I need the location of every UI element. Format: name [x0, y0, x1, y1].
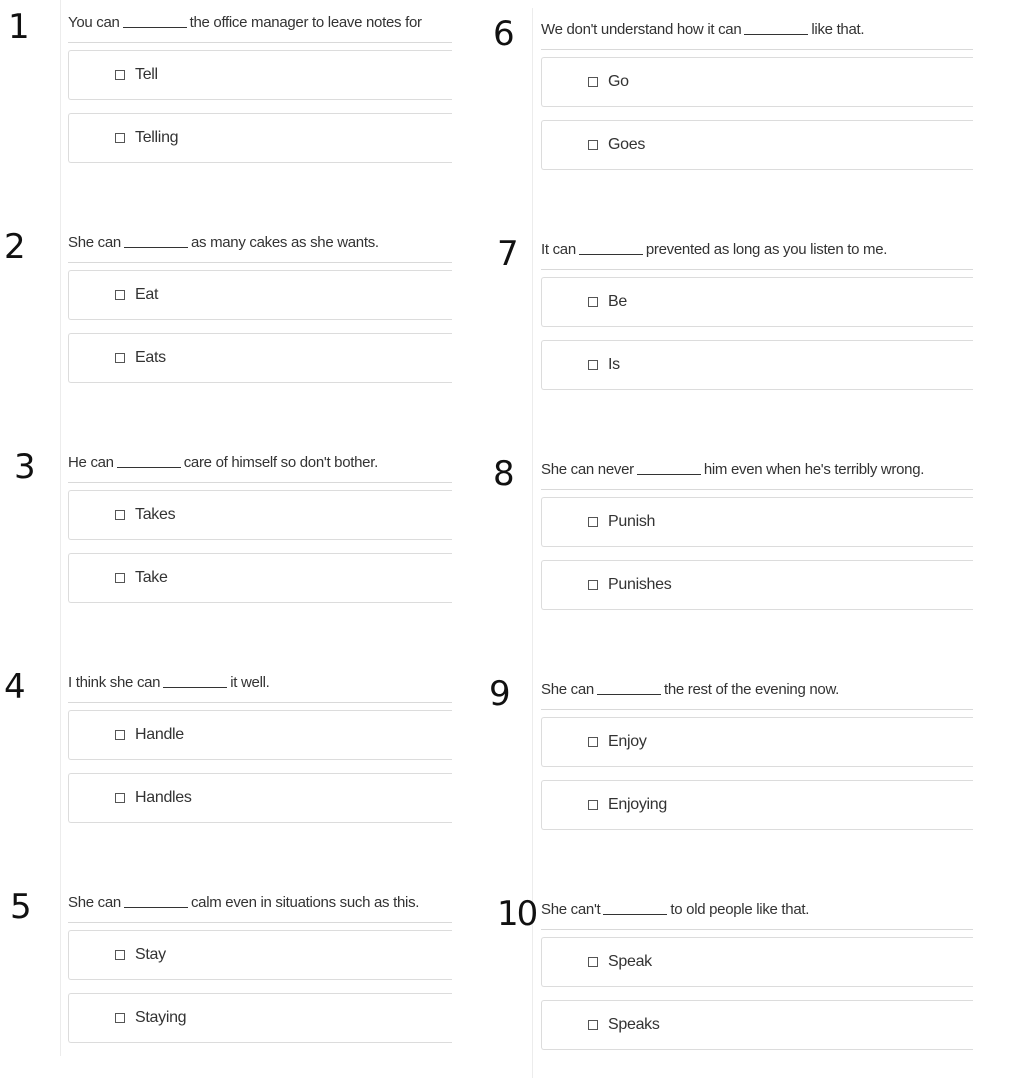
option-label: Takes: [135, 506, 176, 523]
checkbox-icon[interactable]: [115, 950, 125, 960]
question-prompt: [541, 241, 973, 270]
question-prompt: [68, 14, 452, 43]
question-number: 8: [493, 454, 515, 494]
question-2: [0, 227, 452, 410]
checkbox-icon[interactable]: [588, 737, 598, 747]
checkbox-icon[interactable]: [588, 957, 598, 967]
prompt-text-after: it well.: [230, 674, 270, 691]
question-9: [473, 674, 973, 857]
answer-option[interactable]: [541, 560, 973, 610]
answer-option[interactable]: [541, 277, 973, 327]
checkbox-icon[interactable]: [115, 133, 125, 143]
question-prompt: [541, 901, 973, 930]
question-3: [0, 447, 452, 630]
answer-blank: [163, 686, 227, 688]
question-number: 2: [4, 227, 26, 267]
prompt-text-before: It can: [541, 241, 576, 258]
answer-option[interactable]: [541, 57, 973, 107]
question-prompt: [68, 454, 452, 483]
option-label: Handle: [135, 726, 184, 743]
question-prompt: [541, 681, 973, 710]
checkbox-icon[interactable]: [588, 360, 598, 370]
option-label: Speak: [608, 953, 652, 970]
checkbox-icon[interactable]: [588, 140, 598, 150]
option-label: Staying: [135, 1009, 187, 1026]
question-prompt: [68, 234, 452, 263]
answer-option[interactable]: [68, 993, 452, 1043]
question-number: 3: [14, 447, 36, 487]
answer-option[interactable]: [541, 717, 973, 767]
option-label: Eat: [135, 286, 159, 303]
answer-option[interactable]: [541, 780, 973, 830]
checkbox-icon[interactable]: [588, 77, 598, 87]
prompt-text-after: as many cakes as she wants.: [190, 234, 379, 251]
answer-blank: [124, 246, 188, 248]
question-number: 4: [4, 667, 26, 707]
answer-option[interactable]: [541, 1000, 973, 1050]
option-label: Stay: [135, 946, 166, 963]
question-number: 10: [497, 894, 537, 934]
prompt-text-after: the rest of the evening now.: [663, 681, 840, 698]
answer-option[interactable]: [541, 120, 973, 170]
checkbox-icon[interactable]: [588, 1020, 598, 1030]
prompt-text-before: She can't: [541, 901, 601, 918]
checkbox-icon[interactable]: [115, 793, 125, 803]
option-label: Telling: [135, 129, 179, 146]
option-label: Enjoy: [608, 733, 647, 750]
answer-blank: [123, 26, 187, 28]
answer-option[interactable]: [68, 50, 452, 100]
option-label: Speaks: [608, 1016, 660, 1033]
question-8: [473, 454, 973, 637]
question-6: [473, 14, 973, 197]
answer-blank: [744, 33, 808, 35]
answer-blank: [637, 473, 701, 475]
option-label: Enjoying: [608, 796, 667, 813]
option-label: Go: [608, 73, 629, 90]
question-number: 7: [497, 234, 519, 274]
option-label: Is: [608, 356, 620, 373]
prompt-text-after: him even when he's terribly wrong.: [703, 461, 925, 478]
answer-blank: [579, 253, 643, 255]
option-label: Punish: [608, 513, 656, 530]
prompt-text-before: I think she can: [68, 674, 161, 691]
prompt-text-before: You can: [68, 14, 120, 31]
option-label: Tell: [135, 66, 158, 83]
prompt-text-after: to old people like that.: [670, 901, 810, 918]
answer-option[interactable]: [68, 270, 452, 320]
answer-option[interactable]: [68, 333, 452, 383]
option-label: Eats: [135, 349, 166, 366]
question-prompt: [541, 21, 973, 50]
prompt-text-after: care of himself so don't bother.: [183, 454, 378, 471]
checkbox-icon[interactable]: [115, 1013, 125, 1023]
prompt-text-after: like that.: [811, 21, 865, 38]
option-label: Punishes: [608, 576, 672, 593]
checkbox-icon[interactable]: [588, 580, 598, 590]
question-5: [0, 887, 452, 1070]
prompt-text-before: She can: [68, 894, 121, 911]
option-label: Take: [135, 569, 168, 586]
answer-option[interactable]: [541, 937, 973, 987]
answer-blank: [117, 466, 181, 468]
answer-option[interactable]: [68, 930, 452, 980]
prompt-text-after: calm even in situations such as this.: [190, 894, 420, 911]
option-label: Handles: [135, 789, 192, 806]
prompt-text-before: She can never: [541, 461, 634, 478]
checkbox-icon[interactable]: [115, 290, 125, 300]
prompt-text-after: prevented as long as you listen to me.: [645, 241, 888, 258]
question-number: 5: [10, 887, 32, 927]
checkbox-icon[interactable]: [115, 573, 125, 583]
checkbox-icon[interactable]: [588, 517, 598, 527]
question-number: 9: [489, 674, 511, 714]
answer-option[interactable]: [541, 340, 973, 390]
answer-option[interactable]: [68, 710, 452, 760]
option-label: Goes: [608, 136, 646, 153]
prompt-text-before: We don't understand how it can: [541, 21, 742, 38]
question-prompt: [541, 461, 973, 490]
checkbox-icon[interactable]: [115, 70, 125, 80]
question-number: 1: [8, 7, 30, 47]
question-1: [0, 7, 452, 190]
checkbox-icon[interactable]: [588, 800, 598, 810]
answer-blank: [124, 906, 188, 908]
checkbox-icon[interactable]: [115, 353, 125, 363]
prompt-text-before: She can: [541, 681, 594, 698]
question-prompt: [68, 674, 452, 703]
answer-blank: [603, 913, 667, 915]
answer-option[interactable]: [68, 773, 452, 823]
prompt-text-after: the office manager to leave notes for: [189, 14, 422, 31]
checkbox-icon[interactable]: [115, 730, 125, 740]
question-4: [0, 667, 452, 850]
answer-option[interactable]: [68, 553, 452, 603]
checkbox-icon[interactable]: [588, 297, 598, 307]
answer-option[interactable]: [68, 490, 452, 540]
question-10: [473, 894, 973, 1077]
answer-blank: [597, 693, 661, 695]
option-label: Be: [608, 293, 627, 310]
question-prompt: [68, 894, 452, 923]
answer-option[interactable]: [68, 113, 452, 163]
prompt-text-before: She can: [68, 234, 121, 251]
question-7: [473, 234, 973, 417]
prompt-text-before: He can: [68, 454, 114, 471]
checkbox-icon[interactable]: [115, 510, 125, 520]
question-number: 6: [493, 14, 515, 54]
answer-option[interactable]: [541, 497, 973, 547]
